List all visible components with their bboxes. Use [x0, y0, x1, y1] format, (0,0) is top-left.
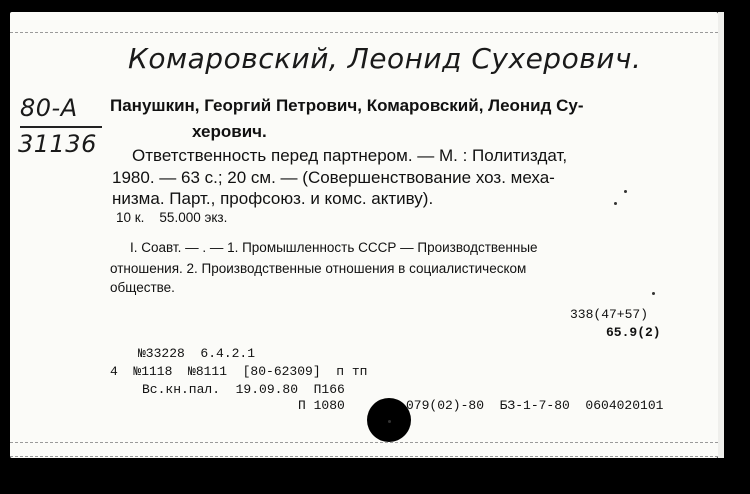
call-number-divider: [20, 126, 102, 128]
footer-line-2: 4 №1118 №8111 [80-62309] п тп: [110, 364, 368, 379]
footer-line-4-right: 079(02)-80 БЗ-1-7-80 0604020101: [406, 398, 664, 413]
ink-speck: [652, 292, 655, 295]
handwritten-call-number-top: 80-А: [20, 94, 78, 122]
footer-line-1: №33228 6.4.2.1: [138, 346, 256, 361]
author-heading-line-2: херович.: [192, 122, 267, 141]
footer-line-4-left: П 1080: [298, 398, 345, 413]
subjects-line-3: обществе.: [110, 280, 175, 295]
subjects-line-1: I. Соавт. — . — 1. Промышленность СССР — Производственные: [130, 240, 538, 255]
ink-speck: [624, 190, 627, 193]
handwritten-author-name: Комаровский, Леонид Сухерович.: [128, 42, 642, 75]
top-dashed-rule: [10, 32, 718, 33]
footer-line-3: Вс.кн.пал. 19.09.80 П166: [142, 382, 345, 397]
author-heading-line-1: Панушкин, Георгий Петрович, Комаровский, Леонид Су-: [110, 96, 584, 115]
bottom-dashed-rule-1: [10, 442, 718, 443]
price-and-run: 10 к. 55.000 экз.: [116, 210, 228, 225]
catalog-card: [10, 12, 718, 458]
ink-speck: [388, 420, 391, 423]
ink-speck: [614, 202, 617, 205]
title-line-2: 1980. — 63 с.; 20 см. — (Совершенствование хоз. меха-: [112, 168, 555, 187]
card-edge-shadow: [718, 12, 724, 458]
handwritten-call-number-bottom: 31136: [18, 130, 97, 158]
subjects-line-2: отношения. 2. Производственные отношения в социалистическом: [110, 261, 527, 276]
classification-code-2: 65.9(2): [606, 325, 661, 340]
title-line-1: Ответственность перед партнером. — М. : Политиздат,: [132, 146, 568, 165]
classification-code-1: 338(47+57): [570, 307, 649, 322]
bottom-dashed-rule-2: [10, 456, 718, 457]
title-line-3: низма. Парт., профсоюз. и комс. активу).: [112, 189, 434, 208]
